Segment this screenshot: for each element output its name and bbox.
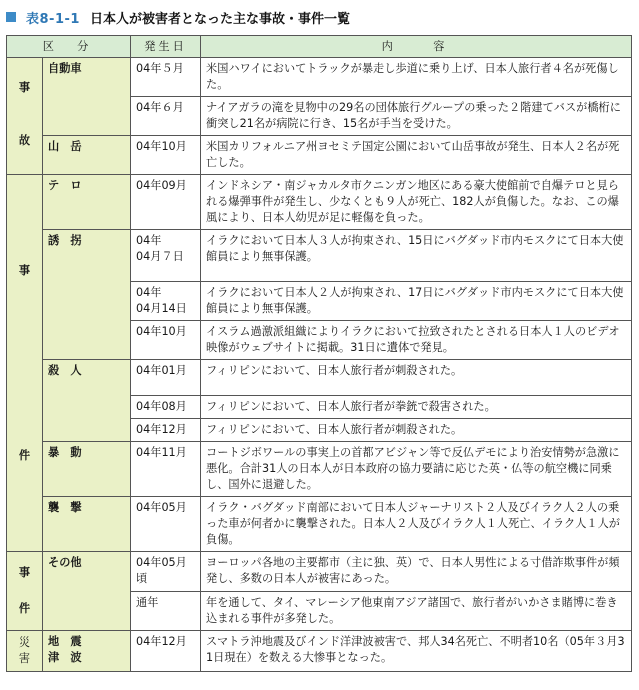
subcategory-kidnap: 誘 拐 <box>43 230 131 360</box>
category-incident-other <box>7 552 43 631</box>
category-char: 件 <box>18 602 31 615</box>
subcategory-murder: 殺 人 <box>43 360 131 442</box>
content-cell: イスラム過激派組織によりイラクにおいて拉致されたとされる日本人１人のビデオ映像がウェブサイトに掲載。31日に遺体で発見。 <box>201 321 632 360</box>
subcategory-mountain: 山 岳 <box>43 136 131 175</box>
square-bullet-icon <box>6 12 16 22</box>
category-char: 事 <box>18 80 31 94</box>
content-cell: イラクにおいて日本人３人が拘束され、15日にバグダッド市内モスクにて日本大使館員により無事保護。 <box>201 230 632 282</box>
date-cell: 04年11月 <box>131 442 201 497</box>
date-cell: 04年 04月７日 <box>131 230 201 282</box>
content-cell: スマトラ沖地震及びインド洋津波被害で、邦人34名死亡、不明者10名（05年３月31日現在）を数える大惨事となった。 <box>201 631 632 672</box>
date-cell: 通年 <box>131 591 201 631</box>
table-title <box>6 6 350 28</box>
table-row <box>7 552 632 592</box>
subcategory-terror: テ ロ <box>43 175 131 230</box>
content-cell: フィリピンにおいて、日本人旅行者が拳銃で殺害された。 <box>201 396 632 419</box>
header-date: 発生日 <box>131 36 201 58</box>
date-cell: 04年01月 <box>131 360 201 396</box>
date-cell: 04年10月 <box>131 321 201 360</box>
subcategory-car: 自動車 <box>43 58 131 136</box>
content-cell: コートジボワールの事実上の首都アビジャン等で反仏デモにより治安情勢が急激に悪化。合計31人の日本人が日本政府の協力要請に応じた英・仏等の航空機に同乗し、国外に退避した。 <box>201 442 632 497</box>
date-cell: 04年12月 <box>131 419 201 442</box>
title-text: 日本人が被害者となった主な事故・事件一覧 <box>89 11 350 27</box>
category-accident <box>7 58 43 175</box>
subcategory-earthquake: 地 震 津 波 <box>43 631 131 672</box>
date-cell: 04年05月 頃 <box>131 552 201 592</box>
date-cell: 04年08月 <box>131 396 201 419</box>
category-char: 災 <box>18 636 31 649</box>
content-cell: イラク・バグダッド南部において日本人ジャーナリスト２人及びイラク人２人の乗った車が何者かに襲撃された。日本人２人及びイラク人１人死亡、イラク人１人が負傷。 <box>201 497 632 552</box>
content-cell: フィリピンにおいて、日本人旅行者が刺殺された。 <box>201 360 632 396</box>
header-content: 内 容 <box>201 36 632 58</box>
table-row <box>7 58 632 97</box>
table-row <box>7 497 632 552</box>
date-cell: 04年５月 <box>131 58 201 97</box>
date-cell: 04年05月 <box>131 497 201 552</box>
category-disaster <box>7 631 43 672</box>
date-cell: 04年 04月14日 <box>131 282 201 321</box>
category-char: 害 <box>18 652 31 665</box>
subcategory-attack: 襲 撃 <box>43 497 131 552</box>
content-cell: イラクにおいて日本人２人が拘束され、17日にバグダッド市内モスクにて日本大使館員により無事保護。 <box>201 282 632 321</box>
category-char: 件 <box>18 448 31 462</box>
date-cell: 04年09月 <box>131 175 201 230</box>
content-cell: 米国カリフォルニア州ヨセミテ国定公園において山岳事故が発生、日本人２名が死亡した。 <box>201 136 632 175</box>
table-row <box>7 175 632 230</box>
incident-table <box>6 35 632 672</box>
content-cell: ナイアガラの滝を見物中の29名の団体旅行グループの乗った２階建てバスが橋桁に衝突し21名が病院に行き、15名が手当を受けた。 <box>201 97 632 136</box>
category-char: 事 <box>18 566 31 579</box>
table-row <box>7 136 632 175</box>
table-row <box>7 442 632 497</box>
content-cell: 米国ハワイにおいてトラックが暴走し歩道に乗り上げ、日本人旅行者４名が死傷した。 <box>201 58 632 97</box>
subcategory-riot: 暴 動 <box>43 442 131 497</box>
table-row <box>7 230 632 282</box>
table-row <box>7 360 632 396</box>
date-cell: 04年６月 <box>131 97 201 136</box>
content-cell: インドネシア・南ジャカルタ市クニンガン地区にある豪大使館前で自爆テロと見られる爆弾事件が発生し、少なくとも９人が死亡、182人が負傷した。なお、この爆風により、日本人幼児が足に軽傷を負った。 <box>201 175 632 230</box>
content-cell: ヨーロッパ各地の主要都市（主に独、英）で、日本人男性による寸借詐欺事件が頻発し、多数の日本人が被害にあった。 <box>201 552 632 592</box>
category-char: 故 <box>18 133 31 147</box>
date-cell: 04年12月 <box>131 631 201 672</box>
content-cell: 年を通して、タイ、マレーシア他東南アジア諸国で、旅行者がいかさま賭博に巻き込まれる事件が多発した。 <box>201 591 632 631</box>
table-row <box>7 631 632 672</box>
content-cell: フィリピンにおいて、日本人旅行者が刺殺された。 <box>201 419 632 442</box>
figure-number: 表8-1-1 <box>26 11 80 27</box>
table-header-row <box>7 36 632 58</box>
category-char: 事 <box>18 263 31 277</box>
category-incident <box>7 175 43 552</box>
date-cell: 04年10月 <box>131 136 201 175</box>
subcategory-other: その他 <box>43 552 131 631</box>
header-category: 区 分 <box>7 36 131 58</box>
